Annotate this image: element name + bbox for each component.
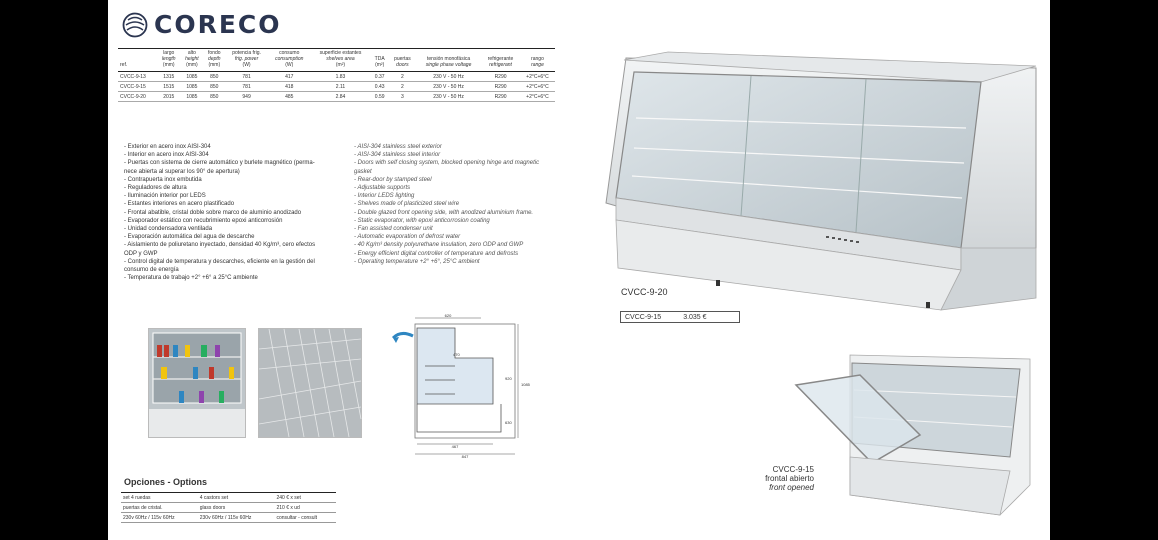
dim-height-total: 1085: [521, 382, 530, 387]
spec-header-en: shelves area: [326, 56, 355, 62]
dim-depth-inner: 467: [451, 444, 459, 449]
spec-cell: 781: [225, 72, 268, 82]
option-row: [121, 513, 336, 523]
spec-table: [118, 48, 555, 102]
spec-cell: 850: [203, 72, 225, 82]
small-product-caption-es: frontal abierto: [765, 474, 814, 483]
spec-header-en: depth: [208, 56, 221, 62]
spec-cell: R290: [481, 82, 520, 92]
feature-item: - Double glazed front opening side, with anodized aluminium frame.: [354, 209, 534, 216]
interior-photo-shelves-image: [259, 329, 361, 437]
spec-cell: 1085: [180, 72, 203, 82]
feature-item: - Shelves made of plasticized steel wire: [354, 201, 460, 208]
spec-header-en: consumption: [275, 56, 304, 62]
spec-header-cell: [268, 49, 310, 72]
option-cell: 230v 60Hz / 115v 60Hz: [121, 513, 198, 523]
spec-row: [118, 92, 555, 102]
spec-cell: 230 V - 50 Hz: [416, 72, 481, 82]
spec-header-cell: [520, 49, 555, 72]
feature-item: - Temperatura de trabajo +2° +6° a 25°C ambiente: [124, 275, 258, 282]
option-cell: set 4 ruedas: [121, 493, 198, 503]
spec-cell: 0.59: [370, 92, 388, 102]
spec-cell: 1085: [180, 92, 203, 102]
catalog-page: [108, 0, 1050, 540]
spec-row: [118, 72, 555, 82]
interior-photo-products: [148, 328, 246, 438]
feature-item: - Energy efficient digital controller of temperature and defrosts: [354, 250, 519, 257]
option-row: [121, 503, 336, 513]
spec-header-es: puertas: [394, 56, 411, 62]
spec-header-en: range: [531, 62, 544, 68]
feature-item: - AISI-304 stainless steel exterior: [354, 144, 442, 150]
spec-header-en: refrigerant: [489, 62, 512, 68]
spec-header-es: TDA: [374, 56, 385, 62]
spec-cell: 781: [225, 82, 268, 92]
spec-header-unit: (W): [285, 62, 294, 68]
interior-photo-products-image: [149, 329, 245, 437]
spec-cell: CVCC-9-13: [118, 72, 157, 82]
brand-logo: [122, 10, 282, 39]
spec-cell: 418: [268, 82, 310, 92]
feature-item: - Contrapuerta inox embutida: [124, 176, 202, 183]
spec-cell: 0.37: [370, 72, 388, 82]
spec-header-cell: [370, 49, 388, 72]
brand-name: CORECO: [154, 10, 282, 39]
spec-header-es: rango: [531, 56, 544, 62]
feature-item: - Static evaporator, with epoxi anticorrosion coating: [354, 217, 490, 224]
feature-item: - Rear-door by stamped steel: [354, 176, 432, 183]
spec-cell: 1085: [180, 82, 203, 92]
price-value: 3.035 €: [683, 313, 707, 321]
main-product-caption: CVCC-9-20: [621, 287, 668, 297]
spec-header-cell: [180, 49, 203, 72]
spec-header-cell: [203, 49, 225, 72]
coreco-globe-logo-icon: [122, 12, 148, 38]
spec-cell: 230 V - 50 Hz: [416, 92, 481, 102]
option-cell: consultar - consult: [274, 513, 336, 523]
feature-item: - Interior en acero inox AISI-304: [124, 152, 209, 159]
spec-cell: +2°C+6°C: [520, 82, 555, 92]
spec-header-es: consumo: [279, 50, 300, 56]
spec-header-es: superficie estantes: [319, 50, 362, 56]
option-cell: 230v 60Hz / 115v 60Hz: [198, 513, 275, 523]
display-cabinet-open-front-image: [790, 345, 1030, 520]
feature-item: - Reguladores de altura: [124, 185, 187, 192]
dim-depth-total: 847: [461, 454, 469, 459]
feature-item: gasket: [354, 168, 372, 175]
feature-item: consumo de energía: [124, 267, 179, 274]
feature-item: - Exterior en acero inox AISI-304: [124, 144, 211, 150]
spec-cell: R290: [481, 92, 520, 102]
option-cell: glass doors: [198, 503, 275, 513]
feature-item: nece abierta al superar los 90° de apertura): [124, 168, 240, 175]
spec-header-unit: (mm): [162, 62, 175, 68]
spec-cell: 850: [203, 92, 225, 102]
price-ref: CVCC-9-15: [625, 313, 662, 321]
spec-header-unit: (mm): [208, 62, 221, 68]
dim-top-width: 620: [444, 313, 452, 318]
small-product-caption-en: front opened: [769, 483, 814, 492]
spec-header-es: fondo: [208, 50, 221, 56]
spec-cell: 949: [225, 92, 268, 102]
spec-cell: 0.43: [370, 82, 388, 92]
price-box: [620, 311, 740, 323]
spec-header-cell: [118, 49, 157, 72]
small-product-ref: CVCC-9-15: [772, 465, 814, 474]
spec-header-cell: [310, 49, 370, 72]
feature-item: - Iluminación interior por LEDS: [124, 193, 206, 200]
spec-row: [118, 82, 555, 92]
spec-cell: 1515: [157, 82, 180, 92]
spec-header-es: alto: [187, 50, 196, 56]
options-title: Opciones - Options: [124, 477, 208, 487]
options-table: [121, 492, 336, 523]
feature-item: - Estantes interiores en acero plastificado: [124, 201, 235, 208]
feature-item: - Control digital de temperatura y descarches, eficiente en la gestión del: [124, 258, 315, 265]
feature-item: - 40 Kg/m³ density polyurethane insulation, zero ODP and GWP: [354, 242, 524, 249]
spec-cell: 2.11: [310, 82, 370, 92]
spec-header-cell: [157, 49, 180, 72]
feature-item: - Aislamiento de poliuretano inyectado, densidad 40 Kg/m³, cero efectos: [124, 242, 316, 249]
spec-header-en: single phase voltage: [425, 62, 472, 68]
spec-cell: CVCC-9-20: [118, 92, 157, 102]
option-cell: 240 € x set: [274, 493, 336, 503]
spec-cell: 2: [389, 72, 416, 82]
spec-header-es: potencia frig.: [232, 50, 261, 56]
spec-cell: +2°C+6°C: [520, 92, 555, 102]
spec-header-cell: [481, 49, 520, 72]
option-cell: puertas de cristal.: [121, 503, 198, 513]
feature-item: - Operating temperature +2° +6°, 25°C ambient: [354, 258, 480, 265]
feature-item: - Adjustable supports: [354, 185, 411, 192]
features-list-es: [124, 143, 339, 282]
feature-item: - Frontal abatible, cristal doble sobre marco de aluminio anodizado: [124, 209, 302, 216]
display-cabinet-cvcc-9-20-image: [596, 48, 1036, 316]
feature-item: - Unidad condensadora ventilada: [124, 226, 213, 233]
spec-cell: 2: [389, 82, 416, 92]
feature-item: - Puertas con sistema de cierre automático y burlete magnético (perma-: [124, 160, 315, 167]
spec-cell: 2.84: [310, 92, 370, 102]
feature-item: ODP y GWP: [124, 250, 158, 257]
feature-item: - Doors with self closing system, blocked opening hinge and magnetic: [354, 160, 540, 167]
spec-header-es: ref.: [120, 62, 128, 68]
dim-shelf-depth: 630: [505, 420, 512, 425]
spec-cell: 230 V - 50 Hz: [416, 82, 481, 92]
feature-item: - Evaporación automática del agua de descarche: [124, 234, 255, 241]
spec-cell: 850: [203, 82, 225, 92]
spec-header-en: height: [185, 56, 199, 62]
spec-header-es: tensión monofásica: [427, 56, 471, 62]
feature-item: - Automatic evaporation of defrost water: [354, 234, 461, 241]
feature-item: - Evaporador estático con recubrimiento epoxi anticorrosión: [124, 217, 283, 224]
spec-cell: 485: [268, 92, 310, 102]
spec-cell: 417: [268, 72, 310, 82]
feature-item: - Fan assisted condenser unit: [354, 226, 433, 233]
feature-item: - Interior LEDS lighting: [354, 193, 415, 200]
spec-header-en: length: [161, 56, 176, 62]
open-arrow-icon: [393, 333, 413, 338]
interior-photo-shelves: [258, 328, 362, 438]
spec-cell: R290: [481, 72, 520, 82]
spec-header-es: refrigerante: [487, 56, 514, 62]
spec-cell: 1315: [157, 72, 180, 82]
spec-header-en: frig. power: [234, 56, 259, 62]
spec-cell: +2°C+6°C: [520, 72, 555, 82]
spec-header-cell: [225, 49, 268, 72]
cross-section-drawing: [393, 308, 530, 466]
small-product-caption: [748, 465, 814, 492]
dim-height-inner: 920: [505, 376, 512, 381]
spec-header-unit: (W): [242, 62, 251, 68]
spec-header-es: largo: [163, 50, 175, 56]
spec-cell: 3: [389, 92, 416, 102]
spec-header-en: doors: [396, 62, 409, 68]
option-cell: 4 castors set: [198, 493, 275, 503]
option-row: [121, 493, 336, 503]
spec-header-unit: (mm): [186, 62, 198, 68]
spec-cell: CVCC-9-15: [118, 82, 157, 92]
spec-header-cell: [389, 49, 416, 72]
spec-header-unit: (m²): [375, 62, 385, 68]
spec-header-unit: (m²): [335, 62, 346, 68]
spec-header-cell: [416, 49, 481, 72]
feature-item: - AISI-304 stainless steel interior: [354, 152, 441, 159]
dim-label-a: 470: [453, 352, 460, 357]
spec-cell: 1.83: [310, 72, 370, 82]
features-list-en: [354, 143, 554, 266]
spec-cell: 2015: [157, 92, 180, 102]
option-cell: 210 € x ud: [274, 503, 336, 513]
